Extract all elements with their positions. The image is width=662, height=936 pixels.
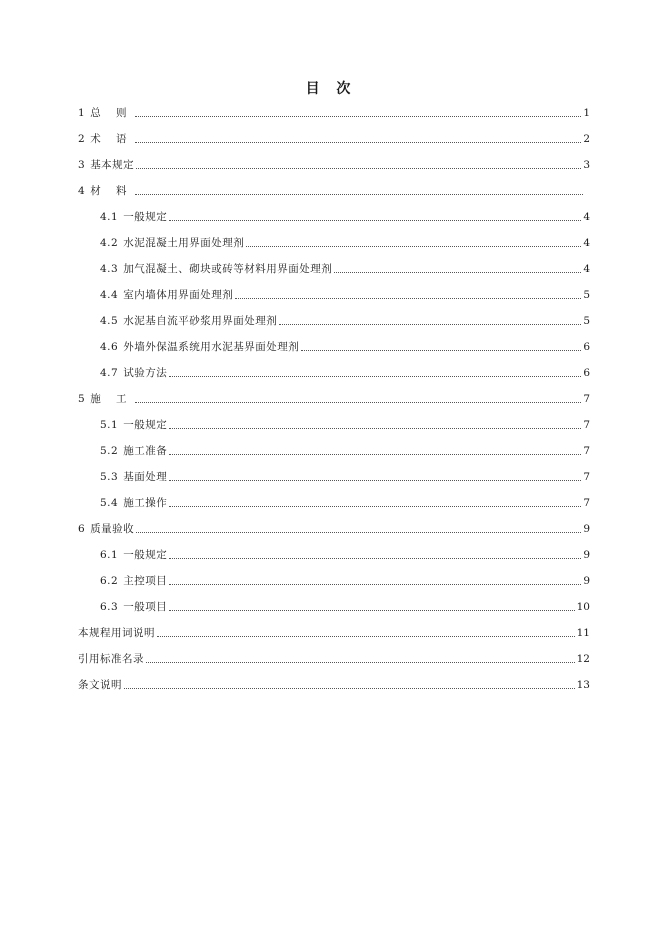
toc-entry-number: 5.4 (100, 497, 119, 509)
toc-entry-number: 2 (78, 133, 86, 145)
toc-leader-dots (136, 167, 581, 169)
toc-leader-dots (169, 453, 581, 455)
toc-entry (78, 390, 590, 406)
toc-entry-page: 5 (583, 289, 590, 301)
toc-entry-number: 6 (78, 523, 86, 535)
toc-leader-dots (334, 271, 581, 273)
toc-entry (100, 260, 590, 276)
toc-entry-number: 4.1 (100, 211, 119, 223)
toc-entry (78, 182, 590, 198)
toc-entry-label: 总 则 (90, 107, 133, 119)
toc-entry-number: 4.6 (100, 341, 119, 353)
toc-entry-number: 6.3 (100, 601, 119, 613)
toc-entry (100, 234, 590, 250)
toc-leader-dots (301, 349, 581, 351)
toc-leader-dots (169, 375, 581, 377)
toc-entry (78, 104, 590, 120)
toc-entry-label: 室内墙体用界面处理剂 (123, 289, 234, 301)
toc-leader-dots (246, 245, 581, 247)
toc-entry (78, 676, 590, 692)
toc-entry-number: 4.2 (100, 237, 119, 249)
toc-entry-number: 5 (78, 393, 86, 405)
toc-entry-label: 水泥混凝土用界面处理剂 (123, 237, 245, 249)
toc-entry-number: 4.3 (100, 263, 119, 275)
toc-entry (78, 156, 590, 172)
toc-entry-label: 一般规定 (123, 211, 168, 223)
toc-entry-page: 13 (576, 679, 590, 691)
toc-leader-dots (135, 115, 582, 117)
toc-entry-page: 7 (583, 497, 590, 509)
toc-entry-page: 9 (583, 549, 590, 561)
toc-entry-number: 4.4 (100, 289, 119, 301)
toc-leader-dots (169, 479, 581, 481)
toc-entry-page: 2 (583, 133, 590, 145)
toc-entry-number: 5.1 (100, 419, 119, 431)
toc-entry-label: 外墙外保温系统用水泥基界面处理剂 (123, 341, 300, 353)
toc-entry-page: 9 (583, 523, 590, 535)
toc-entry-label: 加气混凝土、砌块或砖等材料用界面处理剂 (123, 263, 333, 275)
toc-entry-page: 7 (583, 393, 590, 405)
toc-entry-page: 4 (583, 237, 590, 249)
toc-leader-dots (169, 219, 581, 221)
toc-entry (100, 468, 590, 484)
toc-entry (100, 442, 590, 458)
toc-entry-label: 水泥基自流平砂浆用界面处理剂 (123, 315, 278, 327)
toc-entry-label: 一般规定 (123, 419, 168, 431)
toc-entry (78, 650, 590, 666)
toc-entry-page: 4 (583, 263, 590, 275)
toc-entry (100, 416, 590, 432)
toc-title: 目 次 (305, 81, 357, 97)
toc-entry (100, 364, 590, 380)
toc-leader-dots (235, 297, 581, 299)
toc-entry-label: 施 工 (90, 393, 133, 405)
toc-entry-page: 6 (583, 367, 590, 379)
toc-leader-dots (279, 323, 581, 325)
toc-leader-dots (169, 505, 581, 507)
toc-entry (100, 286, 590, 302)
toc-entry-label: 施工准备 (123, 445, 168, 457)
toc-entry-label: 材 料 (90, 185, 133, 197)
toc-entry-number: 1 (78, 107, 86, 119)
toc-entry (100, 338, 590, 354)
toc-entry-label: 条文说明 (78, 679, 122, 691)
toc-entry (78, 130, 590, 146)
toc-entry-page: 7 (583, 471, 590, 483)
toc-entry-number: 4 (78, 185, 86, 197)
toc-entry (100, 208, 590, 224)
toc-entry-page: 9 (583, 575, 590, 587)
toc-entry-page: 6 (583, 341, 590, 353)
toc-entry-label: 质量验收 (90, 523, 135, 535)
toc-entry-number: 3 (78, 159, 86, 171)
toc-leader-dots (135, 401, 582, 403)
toc-entry-number: 6.1 (100, 549, 119, 561)
toc-entry-label: 一般项目 (123, 601, 168, 613)
toc-entry-label: 引用标准名录 (78, 653, 144, 665)
toc-entry-page: 3 (583, 159, 590, 171)
toc-entry-page: 5 (583, 315, 590, 327)
toc-entry-page: 11 (576, 627, 590, 639)
toc-leader-dots (169, 427, 581, 429)
toc-entry-label: 一般规定 (123, 549, 168, 561)
toc-entry-label: 试验方法 (123, 367, 168, 379)
toc-entry-number: 5.2 (100, 445, 119, 457)
toc-leader-dots (136, 531, 581, 533)
toc-entry (100, 494, 590, 510)
toc-entry (100, 598, 590, 614)
toc-entry (100, 546, 590, 562)
toc-entry-page: 7 (583, 445, 590, 457)
toc-leader-dots (124, 687, 575, 689)
toc-entry-label: 基面处理 (123, 471, 168, 483)
toc-entry-number: 6.2 (100, 575, 119, 587)
toc-entry-label: 施工操作 (123, 497, 168, 509)
toc-entry-page: 7 (583, 419, 590, 431)
toc-leader-dots (169, 557, 581, 559)
toc-entry-page: 1 (583, 107, 590, 119)
toc-entry (100, 572, 590, 588)
toc-entry (78, 520, 590, 536)
toc-entry (78, 624, 590, 640)
toc-entry-label: 术 语 (90, 133, 133, 145)
toc-leader-dots (135, 193, 583, 195)
toc-entry-number: 4.7 (100, 367, 119, 379)
toc-leader-dots (169, 583, 581, 585)
toc-leader-dots (169, 609, 574, 611)
toc-entry-page: 10 (576, 601, 590, 613)
toc-entry-number: 5.3 (100, 471, 119, 483)
toc-entry-page: 12 (576, 653, 590, 665)
toc-entry-label: 本规程用词说明 (78, 627, 155, 639)
toc-leader-dots (146, 661, 575, 663)
toc-entry-number: 4.5 (100, 315, 119, 327)
toc-leader-dots (157, 635, 575, 637)
toc-entry-label: 基本规定 (90, 159, 135, 171)
toc-entry (100, 312, 590, 328)
toc-leader-dots (135, 141, 582, 143)
toc-entry-page: 4 (583, 211, 590, 223)
toc-entry-label: 主控项目 (123, 575, 168, 587)
